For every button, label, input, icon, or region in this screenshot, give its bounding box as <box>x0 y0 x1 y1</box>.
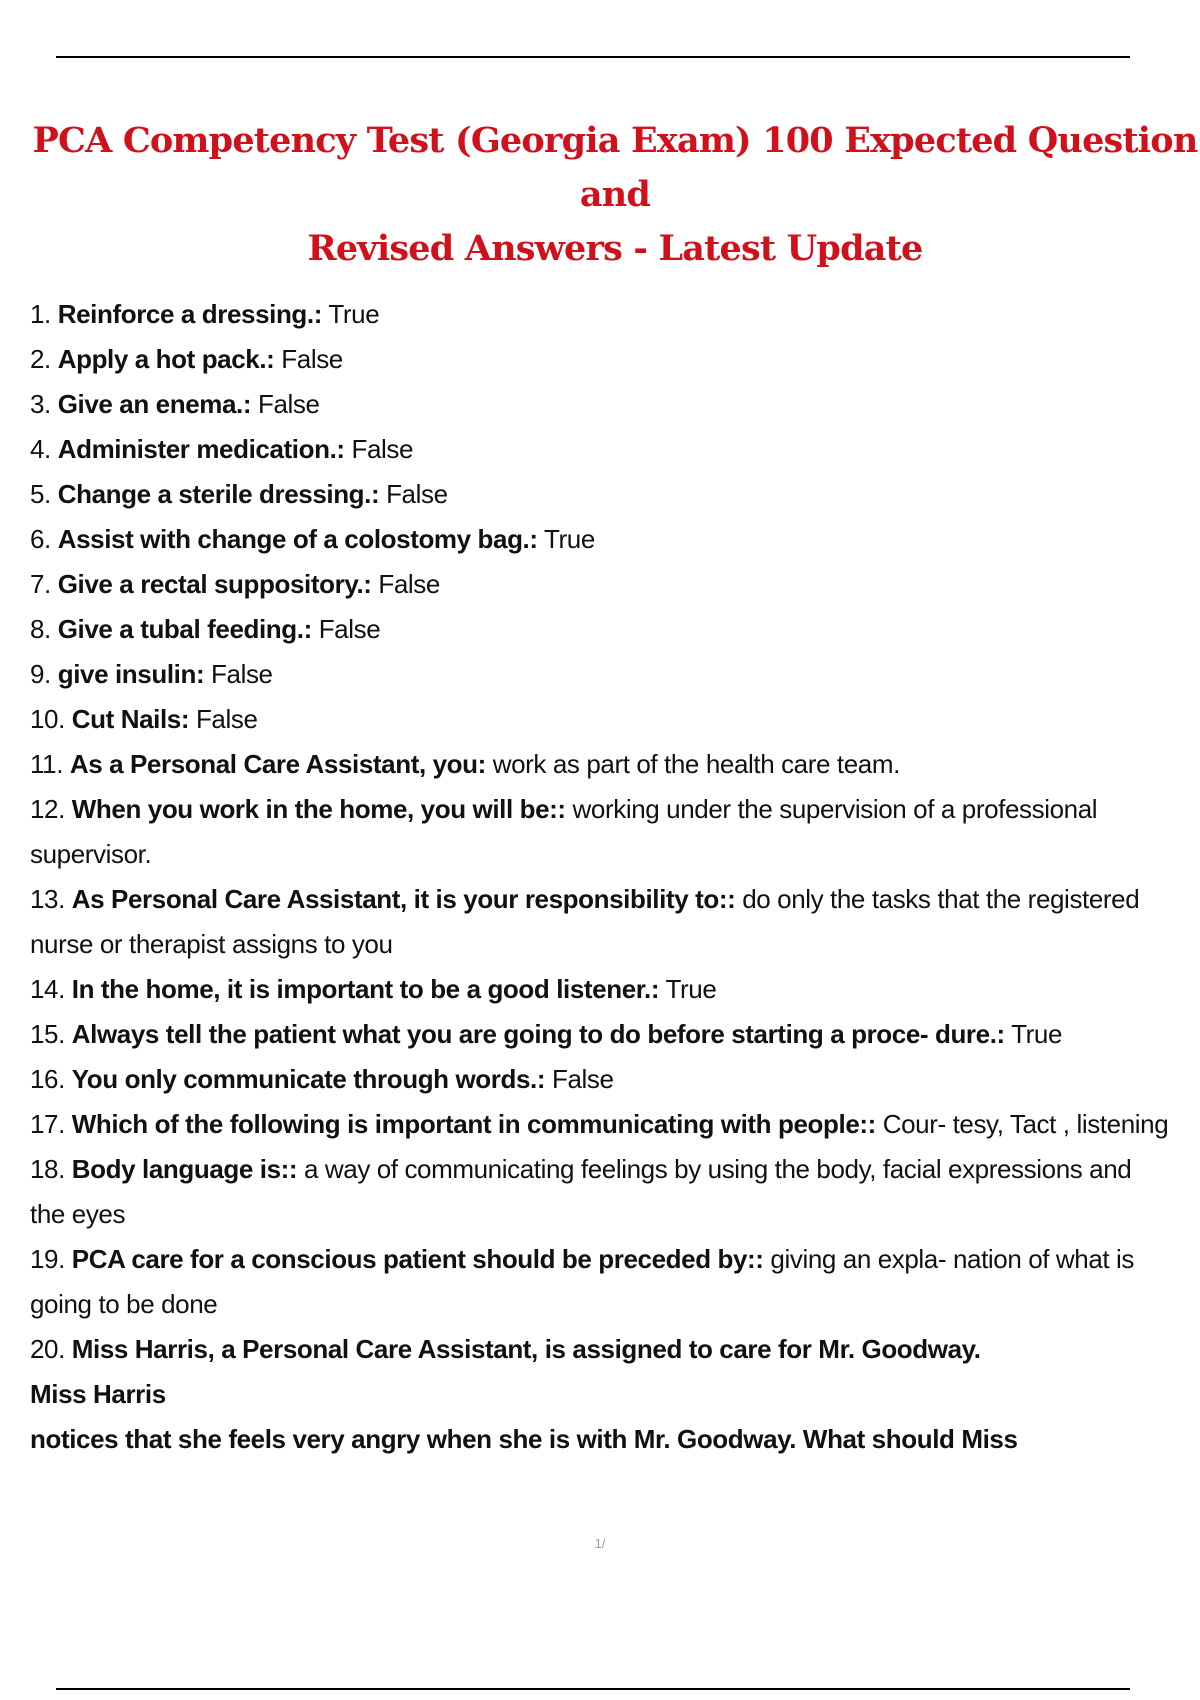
answer-text: False <box>378 569 440 599</box>
answer-text: False <box>551 1064 614 1094</box>
answer-text: False <box>281 344 343 374</box>
qa-item-6 <box>30 517 1170 562</box>
item-20-line-3: notices that she feels very angry when she is with Mr. Goodway. What should Miss <box>30 1424 1018 1454</box>
answer-text: False <box>386 479 448 509</box>
qa-item-8 <box>30 607 1170 652</box>
bottom-rule <box>56 1688 1130 1690</box>
item-number: 6. <box>30 524 51 554</box>
item-number: 1. <box>30 299 51 329</box>
qa-item-3 <box>30 382 1170 427</box>
answer-text: work as part of the health care team. <box>492 749 900 779</box>
question-text: Miss Harris, a Personal Care Assistant, is assigned to care for Mr. Goodway. <box>71 1334 981 1364</box>
qa-item-15 <box>30 1012 1170 1057</box>
item-number: 13. <box>30 884 65 914</box>
qa-item-4 <box>30 427 1170 472</box>
item-number: 19. <box>30 1244 65 1274</box>
question-text: Give a tubal feeding.: <box>57 614 312 644</box>
answer-text: False <box>195 704 258 734</box>
item-20-line-1 <box>30 1327 1170 1372</box>
qa-item-5 <box>30 472 1170 517</box>
answer-text: giving an expla- nation of what is going to be done <box>30 1244 1135 1319</box>
item-number: 18. <box>30 1154 65 1184</box>
question-text: When you work in the home, you will be:: <box>71 794 566 824</box>
item-number: 17. <box>30 1109 65 1139</box>
qa-item-13 <box>30 877 1170 967</box>
item-20-line-2: Miss Harris <box>30 1379 166 1409</box>
qa-item-7 <box>30 562 1170 607</box>
question-text: Body language is:: <box>71 1154 298 1184</box>
answer-text: False <box>351 434 414 464</box>
qa-item-14 <box>30 967 1170 1012</box>
question-text: Assist with change of a colostomy bag.: <box>57 524 538 554</box>
top-rule <box>56 56 1130 58</box>
question-text: You only communicate through words.: <box>71 1064 546 1094</box>
answer-text: a way of communicating feelings by using the body, facial expressions and the eyes <box>30 1154 1132 1229</box>
question-text: Administer medication.: <box>57 434 345 464</box>
item-number: 12. <box>30 794 65 824</box>
question-text: As a Personal Care Assistant, you: <box>69 749 486 779</box>
question-text: Cut Nails: <box>71 704 190 734</box>
question-text: PCA care for a conscious patient should be preceded by:: <box>71 1244 764 1274</box>
answer-text: True <box>544 524 595 554</box>
answer-text: working under the supervision of a professional supervisor. <box>30 794 1098 869</box>
question-text: As Personal Care Assistant, it is your responsibility to:: <box>71 884 736 914</box>
item-number: 7. <box>30 569 51 599</box>
item-number: 4. <box>30 434 51 464</box>
title-line-1: PCA Competency Test (Georgia Exam) 100 Expected Question and <box>32 120 1198 215</box>
item-number: 14. <box>30 974 65 1004</box>
qa-item-9 <box>30 652 1170 697</box>
question-text: Give an enema.: <box>57 389 252 419</box>
item-number: 16. <box>30 1064 65 1094</box>
question-text: Apply a hot pack.: <box>57 344 275 374</box>
answer-text: True <box>328 299 380 329</box>
qa-item-1 <box>30 292 1170 337</box>
item-number: 2. <box>30 344 51 374</box>
qa-item-19 <box>30 1237 1170 1327</box>
item-number: 3. <box>30 389 51 419</box>
qa-item-20 <box>30 1327 1170 1462</box>
answer-text: False <box>318 614 381 644</box>
qa-item-18 <box>30 1147 1170 1237</box>
answer-text: Cour- tesy, Tact , listening <box>882 1109 1169 1139</box>
qa-item-17 <box>30 1102 1170 1147</box>
question-text: Give a rectal suppository.: <box>57 569 372 599</box>
answer-text: True <box>665 974 717 1004</box>
answer-text: False <box>211 659 273 689</box>
item-number: 11. <box>30 749 64 779</box>
item-number: 9. <box>30 659 51 689</box>
question-text: In the home, it is important to be a good listener.: <box>71 974 660 1004</box>
answer-text: True <box>1011 1019 1063 1049</box>
title-line-2: Revised Answers - Latest Update <box>307 228 923 269</box>
answer-text: do only the tasks that the registered nurse or therapist assigns to you <box>30 884 1140 959</box>
document-title <box>30 114 1200 276</box>
qa-item-11 <box>30 742 1170 787</box>
item-number: 10. <box>30 704 65 734</box>
question-text: Reinforce a dressing.: <box>57 299 322 329</box>
qa-item-10 <box>30 697 1170 742</box>
item-number: 8. <box>30 614 51 644</box>
item-number: 15. <box>30 1019 65 1049</box>
qa-item-2 <box>30 337 1170 382</box>
page-number: 1/ <box>594 1536 606 1551</box>
answer-text: False <box>257 389 320 419</box>
item-number: 20. <box>30 1334 65 1364</box>
question-text: Change a sterile dressing.: <box>57 479 380 509</box>
item-number: 5. <box>30 479 51 509</box>
question-text: Which of the following is important in communicating with people:: <box>71 1109 876 1139</box>
question-text: Always tell the patient what you are going to do before starting a proce- dure.: <box>71 1019 1005 1049</box>
question-answer-list <box>30 292 1170 1462</box>
qa-item-12 <box>30 787 1170 877</box>
qa-item-16 <box>30 1057 1170 1102</box>
question-text: give insulin: <box>57 659 205 689</box>
